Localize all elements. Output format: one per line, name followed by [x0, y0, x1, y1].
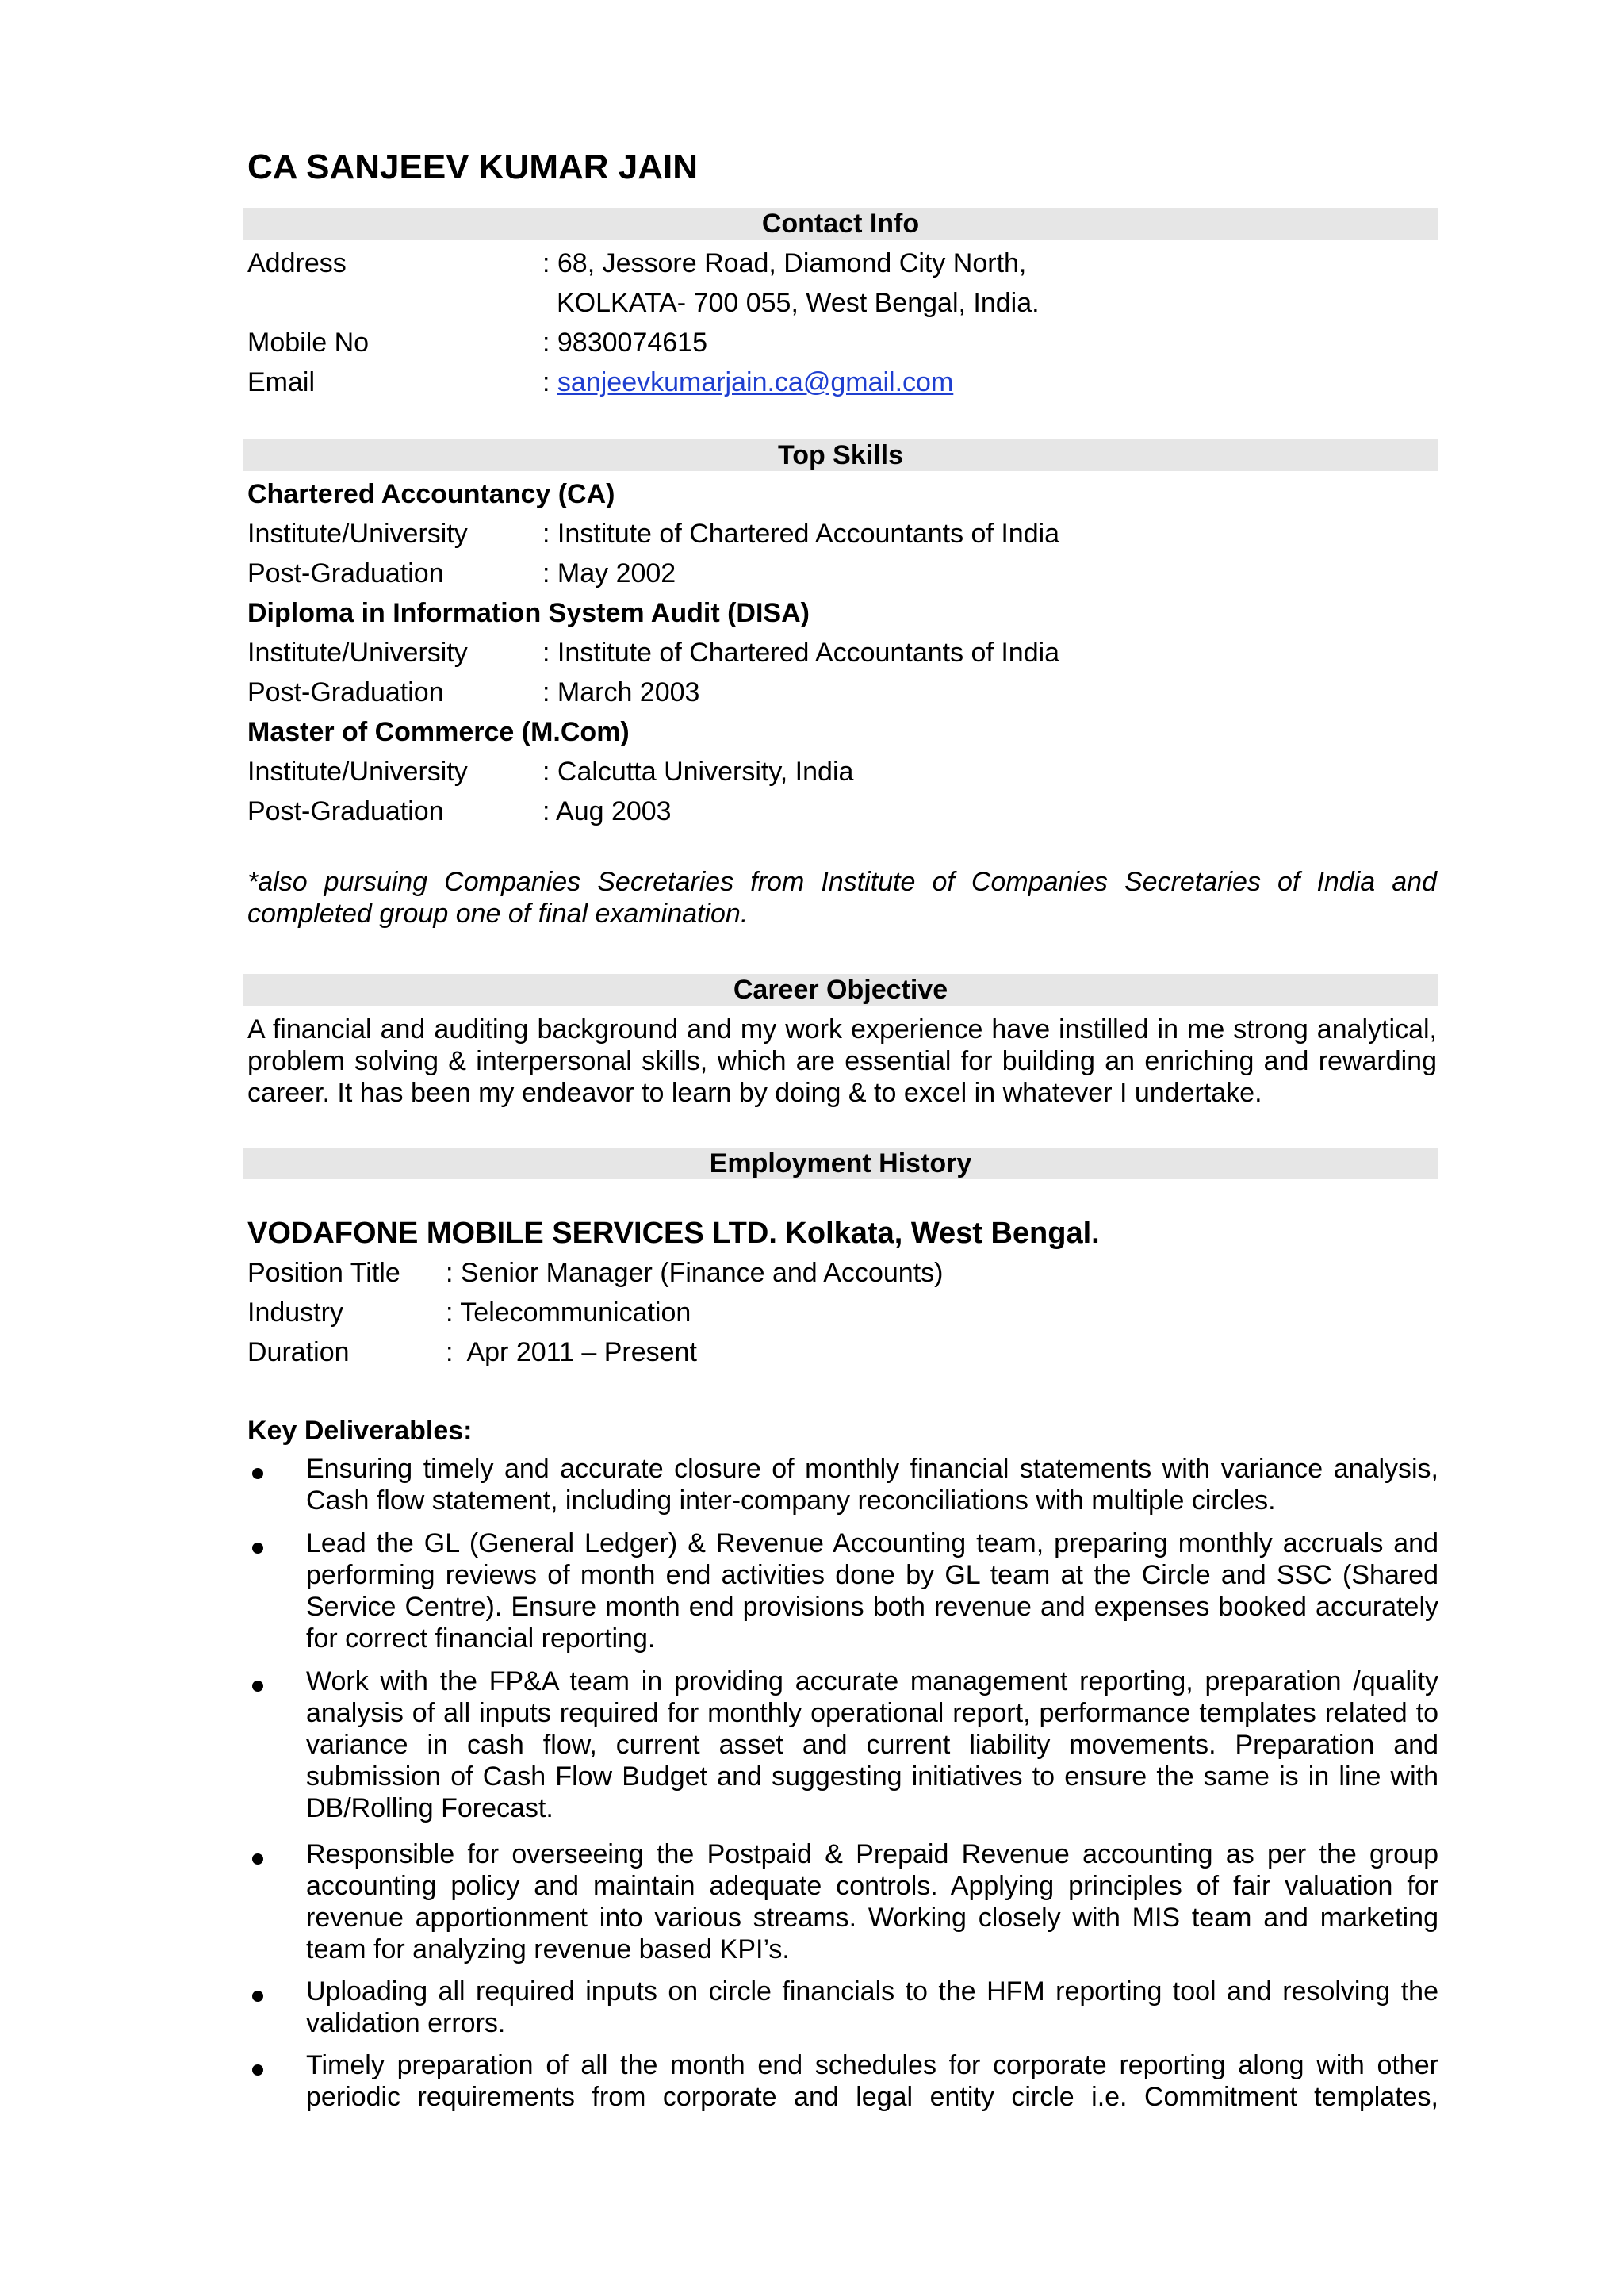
email-link[interactable]: sanjeevkumarjain.ca@gmail.com: [557, 367, 954, 397]
deliverable-item: Responsible for overseeing the Postpaid & Prepaid Revenue accounting as per the group accounting policy and maintain adequate controls. Applying principles of fair valuation for revenue apportionment into various streams. Working closely with MIS team and marketing team for analyzing revenue based KPI’s.: [306, 1839, 1438, 1964]
duration-value: : Apr 2011 – Present: [446, 1337, 697, 1367]
position-label: Position Title: [247, 1258, 400, 1288]
skill-title-disa: Diploma in Information System Audit (DISA): [247, 598, 810, 628]
deliverable-item: Work with the FP&A team in providing accurate management reporting, preparation /quality analysis of all inputs required for monthly operational report, performance templates related to variance in cash flow, current asset and current liability movements. Preparation and submission of Cash Flow Budget and suggesting initiatives to ensure the same is in line with DB/Rolling Forecast.: [306, 1666, 1438, 1823]
deliverable-item: Timely preparation of all the month end schedules for corporate reporting along with other periodic requirements from corporate and legal entity circle i.e. Commitment templates,: [306, 2050, 1438, 2112]
deliverable-item: Uploading all required inputs on circle financials to the HFM reporting tool and resolving the validation errors.: [306, 1976, 1438, 2038]
mobile-value: : 9830074615: [542, 328, 707, 358]
employment-history-heading: Employment History: [243, 1148, 1438, 1179]
institute-value: : Institute of Chartered Accountants of India: [542, 638, 1060, 668]
bullet-icon: [252, 1681, 263, 1692]
position-value: : Senior Manager (Finance and Accounts): [446, 1258, 944, 1288]
bullet-icon: [252, 1468, 263, 1479]
address-label: Address: [247, 248, 347, 278]
post-graduation-value: : Aug 2003: [542, 796, 672, 826]
industry-label: Industry: [247, 1297, 343, 1328]
bullet-icon: [252, 1853, 263, 1865]
bullet-icon: [252, 2064, 263, 2076]
duration-label: Duration: [247, 1337, 350, 1367]
institute-value: : Calcutta University, India: [542, 757, 854, 787]
institute-label: Institute/University: [247, 638, 468, 668]
institute-label: Institute/University: [247, 757, 468, 787]
top-skills-heading: Top Skills: [243, 439, 1438, 471]
email-label: Email: [247, 367, 316, 397]
email-prefix: :: [542, 367, 557, 397]
email-value-wrap: [542, 366, 953, 398]
skill-title-ca: Chartered Accountancy (CA): [247, 479, 615, 509]
address-line-2: KOLKATA- 700 055, West Bengal, India.: [557, 288, 1040, 318]
industry-value: : Telecommunication: [446, 1297, 691, 1328]
post-graduation-label: Post-Graduation: [247, 677, 444, 707]
post-graduation-value: : May 2002: [542, 558, 676, 588]
address-line-1: : 68, Jessore Road, Diamond City North,: [542, 248, 1027, 278]
institute-label: Institute/University: [247, 519, 468, 549]
post-graduation-label: Post-Graduation: [247, 796, 444, 826]
company-name: VODAFONE MOBILE SERVICES LTD. Kolkata, West Bengal.: [247, 1217, 1100, 1250]
career-objective-text: A financial and auditing background and my work experience have instilled in me strong analytical, problem solving & interpersonal skills, which are essential for building an enriching and rewarding career. It has been my endeavor to learn by doing & to excel in whatever I undertake.: [247, 1014, 1437, 1108]
skill-title-mcom: Master of Commerce (M.Com): [247, 717, 630, 747]
deliverable-item: Lead the GL (General Ledger) & Revenue Accounting team, preparing monthly accruals and performing reviews of month end activities done by GL team at the Circle and SSC (Shared Service Centre). Ensure month end provisions both revenue and expenses booked accurately for correct financial reporting.: [306, 1528, 1438, 1654]
career-objective-heading: Career Objective: [243, 974, 1438, 1006]
bullet-icon: [252, 1991, 263, 2002]
bullet-icon: [252, 1543, 263, 1554]
post-graduation-label: Post-Graduation: [247, 558, 444, 588]
deliverable-item: Ensuring timely and accurate closure of monthly financial statements with variance analysis, Cash flow statement, including inter-company reconciliations with multiple circles.: [306, 1454, 1438, 1516]
contact-info-heading: Contact Info: [243, 208, 1438, 240]
mobile-label: Mobile No: [247, 328, 370, 358]
key-deliverables-heading: Key Deliverables:: [247, 1416, 473, 1446]
candidate-name: CA SANJEEV KUMAR JAIN: [247, 148, 699, 186]
post-graduation-value: : March 2003: [542, 677, 700, 707]
institute-value: : Institute of Chartered Accountants of India: [542, 519, 1060, 549]
skills-note: *also pursuing Companies Secretaries from Institute of Companies Secretaries of India and completed group one of final examination.: [247, 867, 1437, 929]
